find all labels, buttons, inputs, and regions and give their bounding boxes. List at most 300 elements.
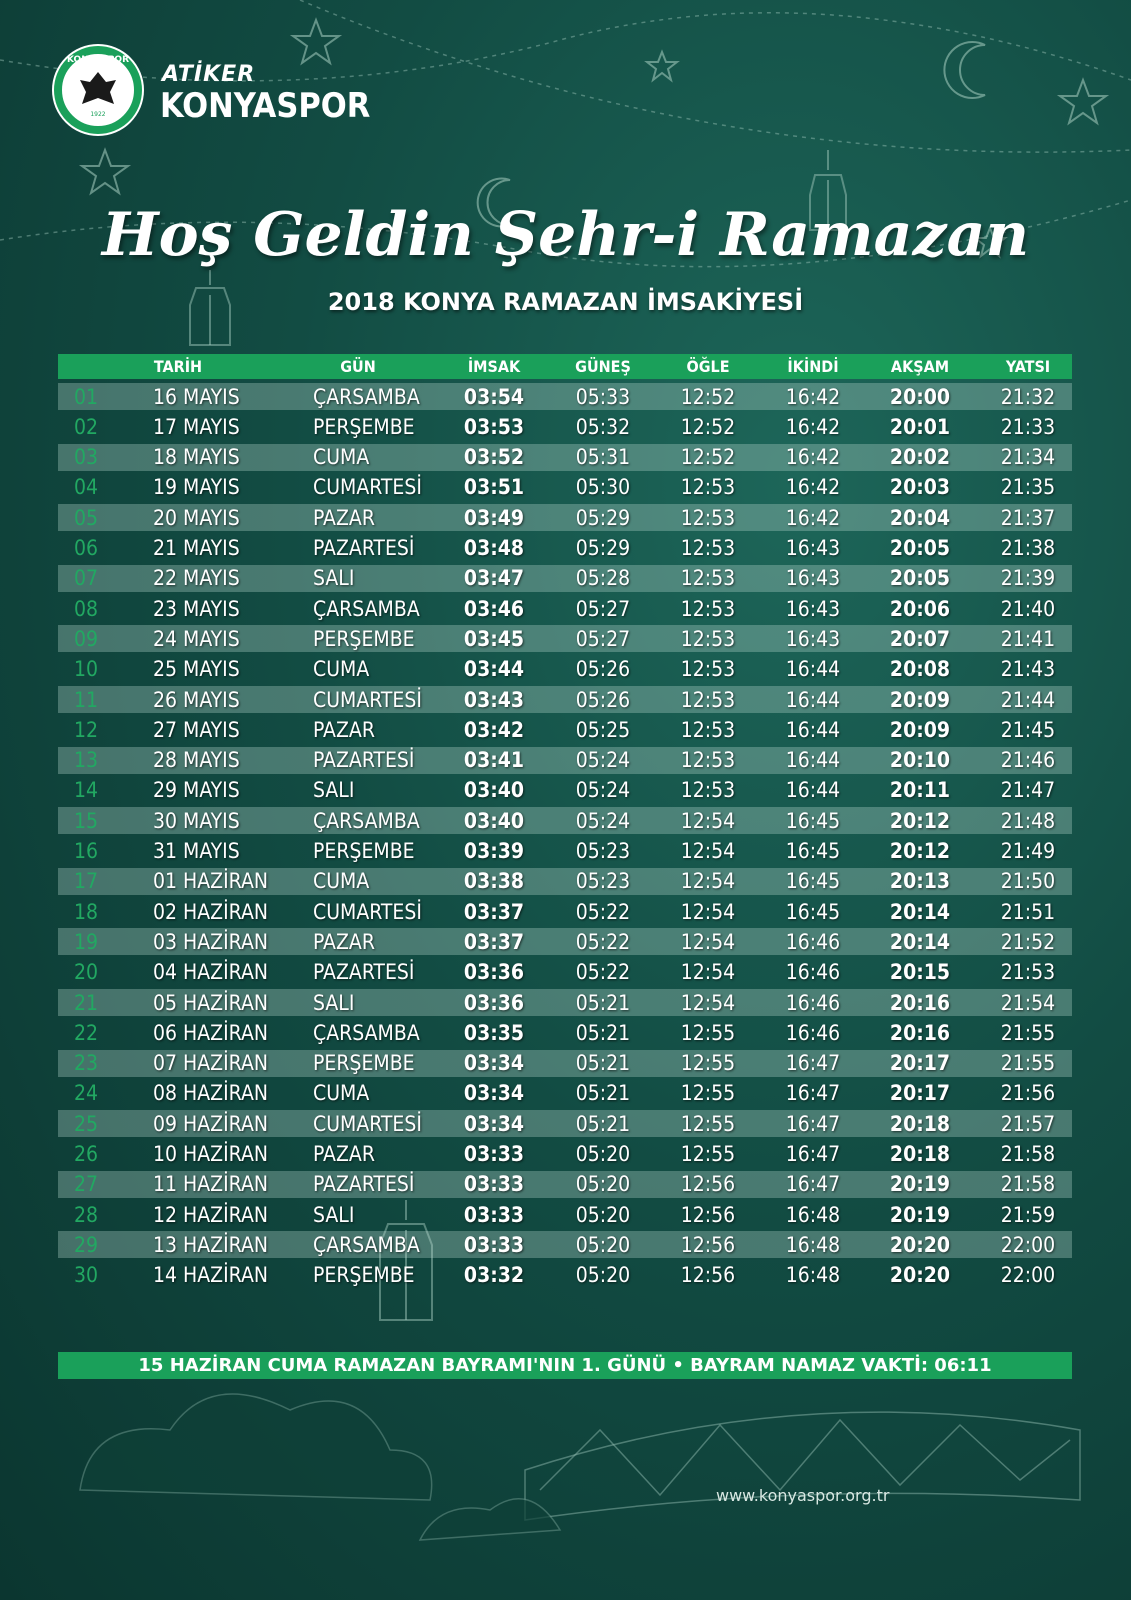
- row-imsak: 03:34: [463, 1111, 525, 1136]
- row-gunes: 05:28: [575, 566, 631, 591]
- row-ikindi: 16:45: [785, 899, 841, 924]
- row-gunes: 05:20: [575, 1263, 631, 1288]
- row-ikindi: 16:44: [785, 717, 841, 742]
- row-yatsi: 22:00: [1000, 1232, 1056, 1257]
- row-number: 16: [73, 839, 99, 863]
- row-day: PAZAR: [313, 929, 375, 954]
- row-number: 07: [73, 566, 99, 591]
- row-yatsi: 21:48: [1000, 808, 1056, 833]
- row-aksam: 20:09: [889, 717, 951, 742]
- row-yatsi: 21:47: [1000, 778, 1056, 803]
- table-row: [58, 1080, 1072, 1107]
- row-date: 09 HAZİRAN: [153, 1111, 268, 1136]
- row-imsak: 03:49: [463, 505, 525, 530]
- row-date: 26 MAYIS: [153, 687, 240, 712]
- row-ikindi: 16:43: [785, 626, 841, 651]
- bayram-note: 15 HAZİRAN CUMA RAMAZAN BAYRAMI'NIN 1. GÜNÜ • BAYRAM NAMAZ VAKTİ: 06:11: [58, 1352, 1072, 1379]
- row-date: 17 MAYIS: [153, 414, 240, 439]
- row-ikindi: 16:45: [785, 869, 841, 894]
- row-gunes: 05:21: [575, 990, 631, 1015]
- row-gunes: 05:22: [575, 960, 631, 985]
- row-number: 14: [73, 778, 99, 803]
- row-number: 30: [73, 1263, 99, 1288]
- row-aksam: 20:19: [889, 1202, 951, 1227]
- row-imsak: 03:36: [463, 960, 525, 985]
- table-row: [58, 807, 1072, 834]
- row-date: 11 HAZİRAN: [153, 1172, 268, 1197]
- row-ogle: 12:53: [680, 505, 736, 530]
- table-row: [58, 565, 1072, 592]
- row-ogle: 12:56: [680, 1232, 736, 1257]
- row-yatsi: 21:33: [1000, 414, 1056, 439]
- row-day: CUMA: [313, 657, 370, 682]
- row-imsak: 03:48: [463, 536, 525, 560]
- row-imsak: 03:32: [463, 1263, 525, 1288]
- row-ogle: 12:55: [680, 1142, 736, 1166]
- row-number: 04: [73, 475, 99, 500]
- row-ogle: 12:54: [680, 839, 736, 863]
- row-date: 21 MAYIS: [153, 536, 240, 560]
- row-ogle: 12:55: [680, 1081, 736, 1106]
- star-icon: [293, 20, 339, 63]
- row-date: 24 MAYIS: [153, 626, 240, 651]
- row-number: 19: [73, 929, 99, 954]
- row-gunes: 05:30: [575, 475, 631, 500]
- row-day: PERŞEMBE: [313, 1263, 415, 1288]
- row-ikindi: 16:44: [785, 748, 841, 773]
- row-aksam: 20:09: [889, 687, 951, 712]
- row-ogle: 12:52: [680, 414, 736, 439]
- row-aksam: 20:16: [889, 1020, 951, 1045]
- row-gunes: 05:20: [575, 1142, 631, 1166]
- row-ikindi: 16:43: [785, 536, 841, 560]
- row-gunes: 05:21: [575, 1111, 631, 1136]
- row-ikindi: 16:42: [785, 384, 841, 409]
- table-row: [58, 716, 1072, 743]
- header-yatsi: YATSI: [1005, 357, 1051, 376]
- table-row: [58, 625, 1072, 652]
- row-ogle: 12:53: [680, 717, 736, 742]
- row-yatsi: 21:57: [1000, 1111, 1056, 1136]
- table-row: [58, 1141, 1072, 1168]
- row-yatsi: 21:44: [1000, 687, 1056, 712]
- row-aksam: 20:19: [889, 1172, 951, 1197]
- row-gunes: 05:27: [575, 626, 631, 651]
- row-imsak: 03:44: [463, 657, 525, 682]
- row-imsak: 03:37: [463, 899, 525, 924]
- table-row: [58, 989, 1072, 1016]
- row-date: 10 HAZİRAN: [153, 1142, 268, 1166]
- table-row: [58, 959, 1072, 986]
- row-yatsi: 21:58: [1000, 1142, 1056, 1166]
- table-row: [58, 595, 1072, 622]
- row-day: PAZAR: [313, 717, 375, 742]
- row-ogle: 12:56: [680, 1202, 736, 1227]
- row-yatsi: 21:37: [1000, 505, 1056, 530]
- row-number: 20: [73, 960, 99, 985]
- row-ogle: 12:54: [680, 869, 736, 894]
- row-number: 03: [73, 445, 99, 470]
- row-gunes: 05:32: [575, 414, 631, 439]
- row-ikindi: 16:46: [785, 929, 841, 954]
- row-aksam: 20:05: [889, 536, 951, 560]
- row-aksam: 20:03: [889, 475, 951, 500]
- row-imsak: 03:40: [463, 808, 525, 833]
- table-row: [58, 504, 1072, 531]
- row-ikindi: 16:42: [785, 414, 841, 439]
- row-ikindi: 16:47: [785, 1142, 841, 1166]
- row-imsak: 03:51: [463, 475, 525, 500]
- row-gunes: 05:22: [575, 899, 631, 924]
- row-ikindi: 16:47: [785, 1081, 841, 1106]
- row-date: 25 MAYIS: [153, 657, 240, 682]
- row-number: 17: [73, 869, 99, 894]
- website-link[interactable]: www.konyaspor.org.tr: [716, 1486, 890, 1505]
- row-aksam: 20:16: [889, 990, 951, 1015]
- row-date: 29 MAYIS: [153, 778, 240, 803]
- table-row: [58, 413, 1072, 440]
- row-date: 20 MAYIS: [153, 505, 240, 530]
- row-ogle: 12:56: [680, 1263, 736, 1288]
- row-number: 26: [73, 1142, 99, 1166]
- row-ogle: 12:55: [680, 1020, 736, 1045]
- row-day: PAZARTESİ: [313, 748, 415, 773]
- row-aksam: 20:07: [889, 626, 951, 651]
- row-yatsi: 21:58: [1000, 1172, 1056, 1197]
- row-number: 13: [73, 748, 99, 773]
- row-ogle: 12:53: [680, 536, 736, 560]
- header-gunes: GÜNEŞ: [575, 357, 631, 376]
- page-title: Hoş Geldin Şehr-i Ramazan: [101, 200, 1030, 270]
- row-day: CUMARTESİ: [313, 687, 422, 712]
- row-yatsi: 21:45: [1000, 717, 1056, 742]
- row-ogle: 12:52: [680, 445, 736, 470]
- row-imsak: 03:52: [463, 445, 525, 470]
- row-ogle: 12:54: [680, 960, 736, 985]
- page-subtitle: 2018 KONYA RAMAZAN İMSAKİYESİ: [327, 288, 804, 316]
- row-yatsi: 21:38: [1000, 536, 1056, 560]
- row-gunes: 05:21: [575, 1020, 631, 1045]
- row-imsak: 03:53: [463, 414, 525, 439]
- row-day: ÇARSAMBA: [313, 808, 420, 833]
- row-number: 27: [73, 1172, 99, 1197]
- row-ikindi: 16:42: [785, 475, 841, 500]
- row-imsak: 03:38: [463, 869, 525, 894]
- row-yatsi: 21:35: [1000, 475, 1056, 500]
- row-number: 09: [73, 626, 99, 651]
- row-ikindi: 16:46: [785, 990, 841, 1015]
- row-ikindi: 16:44: [785, 778, 841, 803]
- row-aksam: 20:20: [889, 1232, 951, 1257]
- row-date: 08 HAZİRAN: [153, 1081, 268, 1106]
- row-gunes: 05:24: [575, 778, 631, 803]
- sponsor-name: ATİKER: [162, 62, 256, 87]
- row-yatsi: 21:55: [1000, 1020, 1056, 1045]
- row-date: 02 HAZİRAN: [153, 899, 268, 924]
- row-aksam: 20:15: [889, 960, 951, 985]
- row-ikindi: 16:44: [785, 687, 841, 712]
- table-row: [58, 1050, 1072, 1077]
- table-row: [58, 1231, 1072, 1258]
- row-ogle: 12:56: [680, 1172, 736, 1197]
- row-ikindi: 16:47: [785, 1172, 841, 1197]
- table-row: [58, 1110, 1072, 1137]
- row-aksam: 20:00: [889, 384, 951, 409]
- row-day: PERŞEMBE: [313, 414, 415, 439]
- row-day: PAZARTESİ: [313, 536, 415, 560]
- row-ikindi: 16:48: [785, 1232, 841, 1257]
- row-gunes: 05:22: [575, 929, 631, 954]
- row-yatsi: 21:39: [1000, 566, 1056, 591]
- row-ogle: 12:55: [680, 1111, 736, 1136]
- table-row: [58, 898, 1072, 925]
- row-imsak: 03:43: [463, 687, 525, 712]
- row-imsak: 03:33: [463, 1172, 525, 1197]
- row-aksam: 20:14: [889, 929, 951, 954]
- row-ikindi: 16:45: [785, 808, 841, 833]
- row-day: CUMA: [313, 445, 370, 470]
- row-ikindi: 16:43: [785, 566, 841, 591]
- row-gunes: 05:25: [575, 717, 631, 742]
- row-date: 27 MAYIS: [153, 717, 240, 742]
- row-gunes: 05:20: [575, 1202, 631, 1227]
- row-aksam: 20:01: [889, 414, 951, 439]
- row-number: 18: [73, 899, 99, 924]
- cloud-illustration: [80, 1394, 560, 1540]
- row-day: ÇARSAMBA: [313, 1020, 420, 1045]
- row-ogle: 12:53: [680, 687, 736, 712]
- row-day: CUMARTESİ: [313, 1111, 422, 1136]
- table-row: [58, 868, 1072, 895]
- row-ogle: 12:53: [680, 626, 736, 651]
- header-day: GÜN: [340, 357, 376, 376]
- row-gunes: 05:31: [575, 445, 631, 470]
- row-date: 07 HAZİRAN: [153, 1051, 268, 1076]
- header-aksam: AKŞAM: [890, 357, 950, 376]
- table-row: [58, 444, 1072, 471]
- row-day: CUMARTESİ: [313, 899, 422, 924]
- row-imsak: 03:35: [463, 1020, 525, 1045]
- row-date: 28 MAYIS: [153, 748, 240, 773]
- row-date: 22 MAYIS: [153, 566, 240, 591]
- row-imsak: 03:33: [463, 1232, 525, 1257]
- row-ogle: 12:53: [680, 778, 736, 803]
- row-date: 14 HAZİRAN: [153, 1263, 268, 1288]
- row-imsak: 03:42: [463, 717, 525, 742]
- row-ikindi: 16:42: [785, 445, 841, 470]
- row-number: 08: [73, 596, 99, 621]
- row-date: 04 HAZİRAN: [153, 960, 268, 985]
- row-date: 03 HAZİRAN: [153, 929, 268, 954]
- row-ikindi: 16:43: [785, 596, 841, 621]
- row-aksam: 20:17: [889, 1051, 951, 1076]
- row-ogle: 12:54: [680, 808, 736, 833]
- row-day: PAZARTESİ: [313, 1172, 415, 1197]
- row-aksam: 20:12: [889, 808, 951, 833]
- row-day: SALI: [313, 1202, 355, 1227]
- row-ikindi: 16:48: [785, 1263, 841, 1288]
- row-yatsi: 21:46: [1000, 748, 1056, 773]
- table-row: [58, 1019, 1072, 1046]
- row-date: 18 MAYIS: [153, 445, 240, 470]
- row-day: PAZAR: [313, 1142, 375, 1166]
- row-yatsi: 21:54: [1000, 990, 1056, 1015]
- row-gunes: 05:23: [575, 839, 631, 863]
- row-imsak: 03:36: [463, 990, 525, 1015]
- row-gunes: 05:26: [575, 657, 631, 682]
- svg-text:KONYASPOR: KONYASPOR: [66, 55, 130, 65]
- row-number: 28: [73, 1202, 99, 1227]
- row-date: 05 HAZİRAN: [153, 990, 268, 1015]
- row-gunes: 05:20: [575, 1172, 631, 1197]
- row-number: 06: [73, 536, 99, 560]
- row-gunes: 05:23: [575, 869, 631, 894]
- row-ogle: 12:55: [680, 1051, 736, 1076]
- row-ikindi: 16:48: [785, 1202, 841, 1227]
- row-gunes: 05:29: [575, 536, 631, 560]
- row-ogle: 12:54: [680, 929, 736, 954]
- row-imsak: 03:54: [463, 384, 525, 409]
- row-yatsi: 21:52: [1000, 929, 1056, 954]
- row-yatsi: 21:53: [1000, 960, 1056, 985]
- table-row: [58, 1262, 1072, 1289]
- table-row: [58, 535, 1072, 562]
- row-ogle: 12:52: [680, 384, 736, 409]
- row-number: 22: [73, 1020, 99, 1045]
- row-aksam: 20:18: [889, 1111, 951, 1136]
- header-date: TARİH: [153, 357, 203, 376]
- row-yatsi: 21:56: [1000, 1081, 1056, 1106]
- table-row: [58, 1171, 1072, 1198]
- row-day: SALI: [313, 566, 355, 591]
- header-imsak: İMSAK: [467, 357, 521, 376]
- row-number: 05: [73, 505, 99, 530]
- header-ogle: ÖĞLE: [686, 357, 730, 376]
- row-day: PERŞEMBE: [313, 839, 415, 863]
- row-date: 06 HAZİRAN: [153, 1020, 268, 1045]
- row-day: CUMA: [313, 869, 370, 894]
- row-ikindi: 16:42: [785, 505, 841, 530]
- row-aksam: 20:04: [889, 505, 951, 530]
- row-aksam: 20:06: [889, 596, 951, 621]
- row-aksam: 20:14: [889, 899, 951, 924]
- row-gunes: 05:24: [575, 808, 631, 833]
- row-imsak: 03:39: [463, 839, 525, 863]
- row-imsak: 03:33: [463, 1202, 525, 1227]
- row-number: 25: [73, 1111, 99, 1136]
- row-day: SALI: [313, 990, 355, 1015]
- table-row: [58, 383, 1072, 410]
- row-ikindi: 16:44: [785, 657, 841, 682]
- row-gunes: 05:33: [575, 384, 631, 409]
- row-aksam: 20:11: [889, 778, 951, 803]
- row-gunes: 05:26: [575, 687, 631, 712]
- club-name: KONYASPOR: [160, 86, 371, 126]
- row-ogle: 12:53: [680, 566, 736, 591]
- row-yatsi: 21:50: [1000, 869, 1056, 894]
- table-row: [58, 686, 1072, 713]
- row-imsak: 03:37: [463, 929, 525, 954]
- row-ogle: 12:53: [680, 748, 736, 773]
- row-aksam: 20:05: [889, 566, 951, 591]
- row-ogle: 12:53: [680, 596, 736, 621]
- row-number: 23: [73, 1051, 99, 1076]
- table-row: [58, 656, 1072, 683]
- row-day: PAZARTESİ: [313, 960, 415, 985]
- row-day: ÇARSAMBA: [313, 1232, 420, 1257]
- row-date: 30 MAYIS: [153, 808, 240, 833]
- table-row: [58, 1201, 1072, 1228]
- row-ikindi: 16:47: [785, 1051, 841, 1076]
- row-aksam: 20:20: [889, 1263, 951, 1288]
- row-ikindi: 16:45: [785, 839, 841, 863]
- row-gunes: 05:21: [575, 1051, 631, 1076]
- row-imsak: 03:46: [463, 596, 525, 621]
- row-day: PERŞEMBE: [313, 1051, 415, 1076]
- table-header: [58, 354, 1072, 379]
- row-date: 31 MAYIS: [153, 839, 240, 863]
- row-aksam: 20:13: [889, 869, 951, 894]
- row-aksam: 20:17: [889, 1081, 951, 1106]
- row-imsak: 03:34: [463, 1081, 525, 1106]
- header-ikindi: İKİNDİ: [787, 357, 839, 376]
- row-date: 23 MAYIS: [153, 596, 240, 621]
- row-yatsi: 21:59: [1000, 1202, 1056, 1227]
- row-imsak: 03:45: [463, 626, 525, 651]
- row-ogle: 12:53: [680, 657, 736, 682]
- table-row: [58, 777, 1072, 804]
- row-gunes: 05:29: [575, 505, 631, 530]
- row-yatsi: 21:51: [1000, 899, 1056, 924]
- row-day: ÇARSAMBA: [313, 596, 420, 621]
- row-day: ÇARSAMBA: [313, 384, 420, 409]
- table-row: [58, 747, 1072, 774]
- row-day: PERŞEMBE: [313, 626, 415, 651]
- table-row: [58, 838, 1072, 865]
- row-yatsi: 21:43: [1000, 657, 1056, 682]
- row-date: 01 HAZİRAN: [153, 869, 268, 894]
- table-row: [58, 474, 1072, 501]
- svg-text:1922: 1922: [90, 111, 106, 118]
- row-date: 13 HAZİRAN: [153, 1232, 268, 1257]
- row-number: 01: [73, 384, 99, 409]
- row-imsak: 03:41: [463, 748, 525, 773]
- row-yatsi: 21:55: [1000, 1051, 1056, 1076]
- row-number: 11: [73, 687, 99, 712]
- row-ogle: 12:53: [680, 475, 736, 500]
- row-yatsi: 21:41: [1000, 626, 1056, 651]
- row-yatsi: 22:00: [1000, 1263, 1056, 1288]
- konyaspor-logo: [50, 42, 146, 138]
- row-gunes: 05:20: [575, 1232, 631, 1257]
- table-row: [58, 928, 1072, 955]
- row-imsak: 03:33: [463, 1142, 525, 1166]
- row-aksam: 20:08: [889, 657, 951, 682]
- row-aksam: 20:12: [889, 839, 951, 863]
- row-gunes: 05:24: [575, 748, 631, 773]
- row-number: 21: [73, 990, 99, 1015]
- row-date: 19 MAYIS: [153, 475, 240, 500]
- row-aksam: 20:10: [889, 748, 951, 773]
- row-yatsi: 21:32: [1000, 384, 1056, 409]
- row-gunes: 05:27: [575, 596, 631, 621]
- row-ogle: 12:54: [680, 899, 736, 924]
- row-imsak: 03:40: [463, 778, 525, 803]
- row-yatsi: 21:40: [1000, 596, 1056, 621]
- row-imsak: 03:47: [463, 566, 525, 591]
- row-day: CUMARTESİ: [313, 475, 422, 500]
- row-imsak: 03:34: [463, 1051, 525, 1076]
